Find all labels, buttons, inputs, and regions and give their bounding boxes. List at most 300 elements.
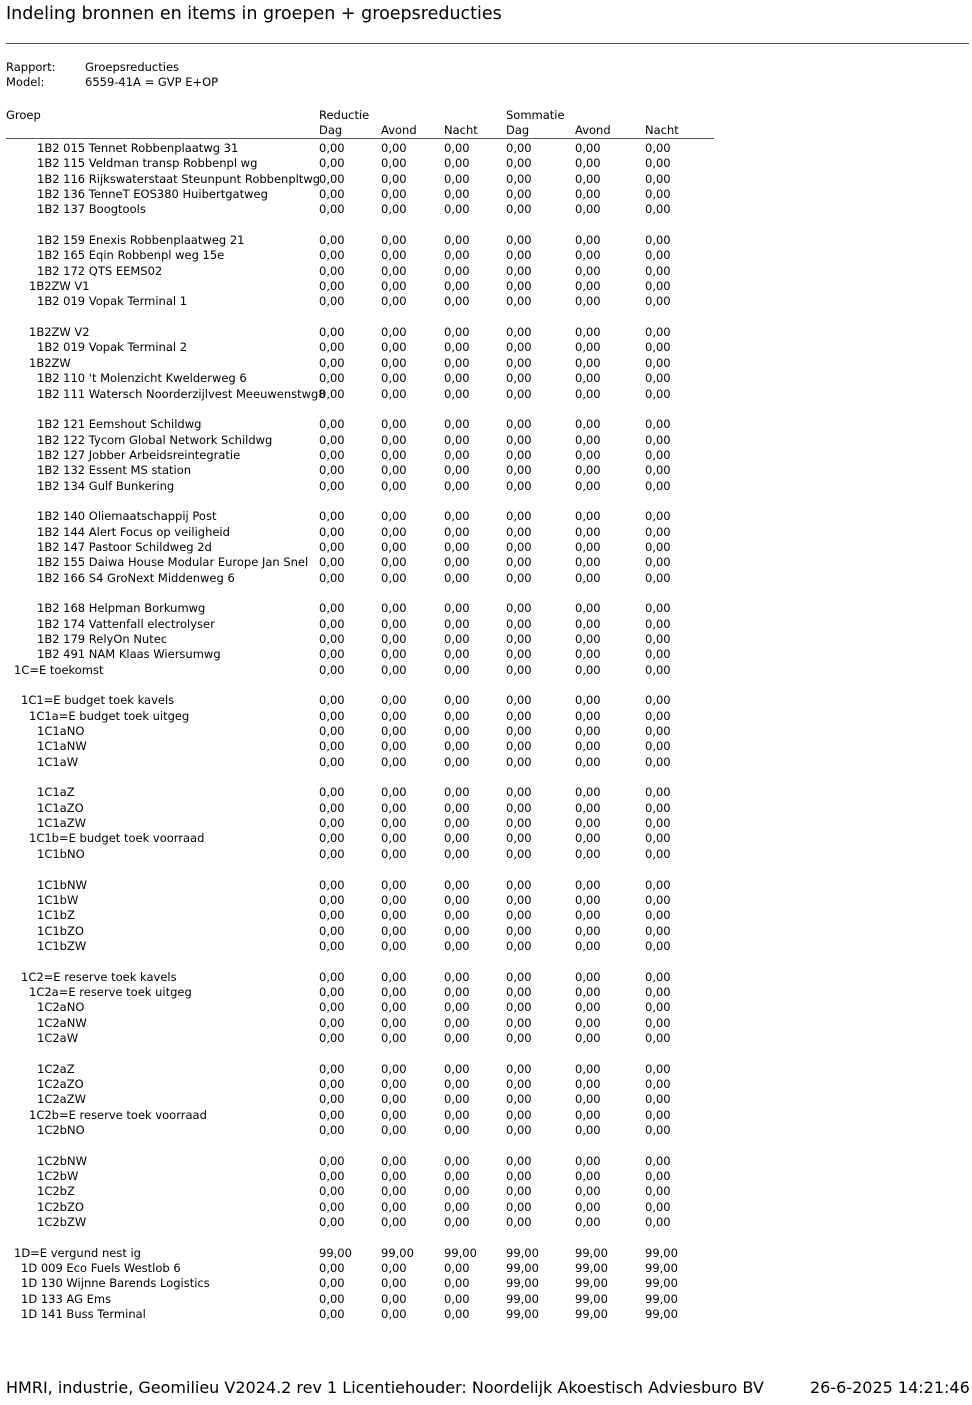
value-cell: 0,00 bbox=[575, 509, 601, 524]
value-cell: 0,00 bbox=[319, 524, 345, 539]
value-cell: 0,00 bbox=[645, 1000, 671, 1015]
group-name: 1B2 172 QTS EEMS02 bbox=[37, 263, 163, 278]
value-cell: 99,00 bbox=[645, 1261, 678, 1276]
value-cell: 0,00 bbox=[575, 754, 601, 769]
value-cell: 0,00 bbox=[575, 263, 601, 278]
table-row bbox=[0, 755, 972, 770]
blank-row bbox=[0, 954, 972, 969]
group-name: 1C2bNO bbox=[37, 1123, 85, 1137]
value-cell: 0,00 bbox=[575, 325, 601, 340]
value-cell: 0,00 bbox=[575, 1061, 601, 1076]
value-cell: 0,00 bbox=[506, 846, 532, 861]
table-row bbox=[0, 279, 972, 294]
value-cell: 0,00 bbox=[645, 1015, 671, 1030]
value-cell: 99,00 bbox=[575, 1307, 608, 1322]
value-cell: 0,00 bbox=[645, 724, 671, 739]
header-sommatie-nacht: Nacht bbox=[645, 123, 679, 137]
value-cell: 0,00 bbox=[381, 1061, 407, 1076]
value-cell: 0,00 bbox=[319, 816, 345, 831]
value-cell: 0,00 bbox=[575, 1199, 601, 1214]
group-name: 1C2bW bbox=[37, 1169, 79, 1184]
table-row bbox=[0, 1077, 972, 1092]
header-divider bbox=[6, 138, 714, 139]
value-cell: 0,00 bbox=[381, 1107, 407, 1122]
value-cell: 0,00 bbox=[575, 1169, 601, 1184]
value-cell: 0,00 bbox=[381, 509, 407, 524]
value-cell: 0,00 bbox=[506, 831, 532, 846]
group-name: 1C1bZ bbox=[37, 908, 75, 923]
table-row bbox=[0, 571, 972, 586]
group-name: 1C2b=E reserve toek voorraad bbox=[29, 1107, 207, 1122]
table-row bbox=[0, 187, 972, 202]
value-cell: 0,00 bbox=[645, 1076, 671, 1091]
value-cell: 0,00 bbox=[506, 1061, 532, 1076]
value-cell: 0,00 bbox=[645, 1169, 671, 1184]
value-cell: 0,00 bbox=[645, 693, 671, 708]
group-table bbox=[0, 141, 972, 1322]
value-cell: 0,00 bbox=[575, 693, 601, 708]
value-cell: 0,00 bbox=[444, 156, 470, 171]
value-cell: 0,00 bbox=[645, 202, 671, 217]
table-row bbox=[0, 540, 972, 555]
value-cell: 0,00 bbox=[444, 325, 470, 340]
value-cell: 0,00 bbox=[575, 447, 601, 462]
group-name: 1C1bNW bbox=[37, 877, 87, 892]
value-cell: 0,00 bbox=[444, 1199, 470, 1214]
table-row bbox=[0, 601, 972, 616]
value-cell: 0,00 bbox=[575, 340, 601, 355]
value-cell: 0,00 bbox=[506, 1092, 532, 1107]
table-row bbox=[0, 555, 972, 570]
value-cell: 0,00 bbox=[506, 325, 532, 340]
value-cell: 0,00 bbox=[381, 785, 407, 800]
value-cell: 0,00 bbox=[645, 187, 671, 202]
value-cell: 99,00 bbox=[645, 1276, 678, 1291]
value-cell: 0,00 bbox=[645, 969, 671, 984]
table-row bbox=[0, 1307, 972, 1322]
value-cell: 0,00 bbox=[645, 447, 671, 462]
value-cell: 0,00 bbox=[319, 923, 345, 938]
value-cell: 0,00 bbox=[319, 386, 345, 401]
meta-model bbox=[6, 75, 219, 89]
footer-license: HMRI, industrie, Geomilieu V2024.2 rev 1 Licentiehouder: Noordelijk Akoestisch Adviesburo BV bbox=[6, 1378, 764, 1397]
value-cell: 0,00 bbox=[319, 831, 345, 846]
value-cell: 0,00 bbox=[444, 463, 470, 478]
value-cell: 0,00 bbox=[319, 647, 345, 662]
title-divider bbox=[6, 43, 969, 44]
value-cell: 0,00 bbox=[444, 831, 470, 846]
value-cell: 0,00 bbox=[645, 555, 671, 570]
value-cell: 0,00 bbox=[645, 632, 671, 646]
value-cell: 99,00 bbox=[506, 1307, 539, 1322]
value-cell: 0,00 bbox=[444, 263, 470, 278]
value-cell: 0,00 bbox=[575, 908, 601, 923]
value-cell: 0,00 bbox=[319, 1107, 345, 1122]
value-cell: 0,00 bbox=[381, 1076, 407, 1091]
footer-timestamp: 26-6-2025 14:21:46 bbox=[810, 1378, 970, 1397]
group-name: 1D 130 Wijnne Barends Logistics bbox=[21, 1276, 210, 1291]
value-cell: 99,00 bbox=[444, 1245, 477, 1260]
value-cell: 0,00 bbox=[319, 1261, 345, 1276]
blank-row bbox=[0, 770, 972, 785]
value-cell: 0,00 bbox=[506, 693, 532, 708]
value-cell: 0,00 bbox=[381, 386, 407, 401]
value-cell: 99,00 bbox=[319, 1245, 352, 1260]
table-row bbox=[0, 340, 972, 355]
value-cell: 0,00 bbox=[381, 539, 407, 554]
value-cell: 0,00 bbox=[381, 908, 407, 923]
value-cell: 99,00 bbox=[575, 1291, 608, 1306]
value-cell: 99,00 bbox=[645, 1245, 678, 1260]
value-cell: 0,00 bbox=[506, 463, 532, 478]
value-cell: 0,00 bbox=[319, 171, 345, 186]
group-name: 1C2a=E reserve toek uitgeg bbox=[29, 984, 192, 999]
value-cell: 0,00 bbox=[506, 233, 532, 248]
table-row bbox=[0, 1276, 972, 1291]
value-cell: 0,00 bbox=[506, 340, 532, 355]
table-row bbox=[0, 1108, 972, 1123]
value-cell: 0,00 bbox=[575, 524, 601, 539]
value-cell: 0,00 bbox=[319, 1215, 345, 1230]
value-cell: 0,00 bbox=[575, 724, 601, 739]
value-cell: 0,00 bbox=[444, 616, 470, 631]
value-cell: 0,00 bbox=[319, 570, 345, 585]
header-sommatie-avond: Avond bbox=[575, 123, 611, 137]
value-cell: 0,00 bbox=[381, 279, 407, 294]
table-row bbox=[0, 1016, 972, 1031]
value-cell: 0,00 bbox=[645, 739, 671, 754]
table-row bbox=[0, 172, 972, 187]
value-cell: 0,00 bbox=[381, 417, 407, 432]
value-cell: 0,00 bbox=[575, 294, 601, 309]
table-row bbox=[0, 141, 972, 156]
value-cell: 0,00 bbox=[645, 248, 671, 263]
value-cell: 0,00 bbox=[645, 1123, 671, 1137]
value-cell: 0,00 bbox=[319, 463, 345, 478]
value-cell: 0,00 bbox=[506, 171, 532, 186]
group-name: 1C1a=E budget toek uitgeg bbox=[29, 708, 190, 723]
value-cell: 0,00 bbox=[506, 1215, 532, 1230]
value-cell: 0,00 bbox=[381, 325, 407, 340]
group-name: 1C1aZO bbox=[37, 800, 84, 815]
value-cell: 0,00 bbox=[645, 892, 671, 907]
group-name: 1B2 132 Essent MS station bbox=[37, 463, 192, 478]
group-name: 1B2 019 Vopak Terminal 2 bbox=[37, 340, 188, 355]
value-cell: 0,00 bbox=[506, 386, 532, 401]
value-cell: 0,00 bbox=[381, 601, 407, 616]
group-name: 1C2aNO bbox=[37, 1000, 85, 1015]
group-name: 1B2 127 Jobber Arbeidsreintegratie bbox=[37, 447, 241, 462]
table-row bbox=[0, 387, 972, 402]
value-cell: 0,00 bbox=[645, 1184, 671, 1199]
value-cell: 0,00 bbox=[575, 984, 601, 999]
value-cell: 0,00 bbox=[506, 938, 532, 953]
model-label: Model: bbox=[6, 75, 45, 89]
value-cell: 0,00 bbox=[444, 1015, 470, 1030]
value-cell: 0,00 bbox=[444, 1030, 470, 1045]
value-cell: 0,00 bbox=[319, 601, 345, 616]
value-cell: 0,00 bbox=[444, 555, 470, 570]
value-cell: 0,00 bbox=[381, 816, 407, 831]
value-cell: 0,00 bbox=[319, 724, 345, 739]
value-cell: 0,00 bbox=[575, 539, 601, 554]
group-name: 1B2 491 NAM Klaas Wiersumwg bbox=[37, 647, 221, 662]
value-cell: 99,00 bbox=[506, 1276, 539, 1291]
value-cell: 0,00 bbox=[506, 417, 532, 432]
table-row bbox=[0, 371, 972, 386]
value-cell: 0,00 bbox=[444, 1123, 470, 1137]
rapport-label: Rapport: bbox=[6, 60, 56, 74]
value-cell: 0,00 bbox=[444, 1000, 470, 1015]
value-cell: 0,00 bbox=[645, 800, 671, 815]
group-name: 1C2aZO bbox=[37, 1076, 84, 1091]
group-name: 1B2 174 Vattenfall electrolyser bbox=[37, 616, 215, 631]
value-cell: 0,00 bbox=[444, 800, 470, 815]
value-cell: 0,00 bbox=[444, 478, 470, 493]
value-cell: 0,00 bbox=[506, 432, 532, 447]
table-row bbox=[0, 509, 972, 524]
value-cell: 0,00 bbox=[381, 447, 407, 462]
value-cell: 0,00 bbox=[506, 1076, 532, 1091]
table-row bbox=[0, 1123, 972, 1138]
value-cell: 0,00 bbox=[575, 969, 601, 984]
value-cell: 0,00 bbox=[381, 1015, 407, 1030]
value-cell: 0,00 bbox=[645, 478, 671, 493]
value-cell: 0,00 bbox=[444, 908, 470, 923]
value-cell: 0,00 bbox=[575, 171, 601, 186]
value-cell: 0,00 bbox=[444, 539, 470, 554]
group-name: 1B2ZW V2 bbox=[29, 325, 90, 340]
value-cell: 0,00 bbox=[381, 1184, 407, 1199]
value-cell: 0,00 bbox=[444, 1107, 470, 1122]
group-name: 1C1aZ bbox=[37, 785, 75, 800]
value-cell: 0,00 bbox=[645, 539, 671, 554]
value-cell: 0,00 bbox=[319, 432, 345, 447]
value-cell: 0,00 bbox=[381, 371, 407, 386]
value-cell: 0,00 bbox=[381, 340, 407, 355]
value-cell: 0,00 bbox=[381, 432, 407, 447]
value-cell: 0,00 bbox=[444, 171, 470, 186]
value-cell: 0,00 bbox=[506, 1184, 532, 1199]
value-cell: 0,00 bbox=[319, 693, 345, 708]
value-cell: 0,00 bbox=[575, 1184, 601, 1199]
value-cell: 0,00 bbox=[575, 555, 601, 570]
value-cell: 0,00 bbox=[645, 923, 671, 938]
group-name: 1C1bZW bbox=[37, 938, 87, 953]
value-cell: 0,00 bbox=[506, 923, 532, 938]
table-row bbox=[0, 248, 972, 263]
value-cell: 0,00 bbox=[319, 662, 345, 677]
value-cell: 0,00 bbox=[575, 831, 601, 846]
value-cell: 0,00 bbox=[645, 1030, 671, 1045]
value-cell: 0,00 bbox=[506, 785, 532, 800]
value-cell: 0,00 bbox=[319, 1076, 345, 1091]
value-cell: 0,00 bbox=[319, 984, 345, 999]
value-cell: 0,00 bbox=[506, 509, 532, 524]
value-cell: 0,00 bbox=[645, 1061, 671, 1076]
value-cell: 0,00 bbox=[319, 1030, 345, 1045]
value-cell: 0,00 bbox=[444, 877, 470, 892]
value-cell: 0,00 bbox=[645, 1153, 671, 1168]
table-row bbox=[0, 739, 972, 754]
value-cell: 0,00 bbox=[575, 938, 601, 953]
value-cell: 0,00 bbox=[506, 708, 532, 723]
value-cell: 0,00 bbox=[319, 478, 345, 493]
value-cell: 0,00 bbox=[381, 1215, 407, 1230]
value-cell: 0,00 bbox=[575, 355, 601, 370]
table-row bbox=[0, 1000, 972, 1015]
value-cell: 0,00 bbox=[575, 478, 601, 493]
value-cell: 99,00 bbox=[506, 1291, 539, 1306]
value-cell: 0,00 bbox=[506, 877, 532, 892]
rapport-value: Groepsreducties bbox=[85, 60, 180, 74]
value-cell: 0,00 bbox=[319, 785, 345, 800]
value-cell: 0,00 bbox=[506, 662, 532, 677]
value-cell: 0,00 bbox=[575, 647, 601, 662]
value-cell: 0,00 bbox=[506, 754, 532, 769]
blank-row bbox=[0, 1230, 972, 1245]
table-row bbox=[0, 1062, 972, 1077]
value-cell: 0,00 bbox=[575, 233, 601, 248]
value-cell: 0,00 bbox=[575, 846, 601, 861]
table-row bbox=[0, 448, 972, 463]
group-name: 1B2ZW bbox=[29, 355, 71, 370]
value-cell: 0,00 bbox=[444, 1307, 470, 1322]
group-name: 1B2 168 Helpman Borkumwg bbox=[37, 601, 206, 616]
value-cell: 0,00 bbox=[575, 202, 601, 217]
value-cell: 0,00 bbox=[506, 816, 532, 831]
value-cell: 0,00 bbox=[506, 447, 532, 462]
value-cell: 0,00 bbox=[381, 892, 407, 907]
value-cell: 0,00 bbox=[645, 386, 671, 401]
table-row bbox=[0, 433, 972, 448]
value-cell: 0,00 bbox=[645, 1107, 671, 1122]
value-cell: 0,00 bbox=[381, 1199, 407, 1214]
value-cell: 0,00 bbox=[381, 355, 407, 370]
group-name: 1B2ZW V1 bbox=[29, 279, 90, 294]
table-row bbox=[0, 801, 972, 816]
value-cell: 99,00 bbox=[645, 1307, 678, 1322]
value-cell: 0,00 bbox=[319, 1184, 345, 1199]
value-cell: 0,00 bbox=[319, 417, 345, 432]
table-row bbox=[0, 847, 972, 862]
value-cell: 0,00 bbox=[444, 187, 470, 202]
value-cell: 0,00 bbox=[506, 187, 532, 202]
table-row bbox=[0, 632, 972, 647]
value-cell: 0,00 bbox=[444, 509, 470, 524]
group-name: 1B2 015 Tennet Robbenplaatwg 31 bbox=[37, 141, 239, 155]
group-name: 1C1bW bbox=[37, 892, 79, 907]
table-row bbox=[0, 617, 972, 632]
header-reductie-dag: Dag bbox=[319, 123, 343, 137]
table-row bbox=[0, 816, 972, 831]
value-cell: 0,00 bbox=[575, 708, 601, 723]
value-cell: 0,00 bbox=[381, 187, 407, 202]
value-cell: 0,00 bbox=[645, 279, 671, 294]
group-name: 1C2aZW bbox=[37, 1092, 86, 1107]
table-row bbox=[0, 233, 972, 248]
value-cell: 0,00 bbox=[319, 892, 345, 907]
value-cell: 0,00 bbox=[645, 325, 671, 340]
value-cell: 0,00 bbox=[506, 294, 532, 309]
value-cell: 0,00 bbox=[319, 1291, 345, 1306]
value-cell: 0,00 bbox=[444, 355, 470, 370]
value-cell: 0,00 bbox=[319, 754, 345, 769]
value-cell: 0,00 bbox=[645, 1199, 671, 1214]
value-cell: 0,00 bbox=[319, 340, 345, 355]
group-name: 1D 009 Eco Fuels Westlob 6 bbox=[21, 1261, 181, 1276]
value-cell: 0,00 bbox=[319, 1000, 345, 1015]
value-cell: 0,00 bbox=[444, 1153, 470, 1168]
value-cell: 0,00 bbox=[575, 662, 601, 677]
value-cell: 0,00 bbox=[645, 141, 671, 155]
blank-row bbox=[0, 494, 972, 509]
value-cell: 0,00 bbox=[319, 325, 345, 340]
value-cell: 0,00 bbox=[645, 938, 671, 953]
value-cell: 0,00 bbox=[645, 647, 671, 662]
value-cell: 0,00 bbox=[645, 463, 671, 478]
value-cell: 0,00 bbox=[645, 662, 671, 677]
value-cell: 0,00 bbox=[506, 1000, 532, 1015]
table-row bbox=[0, 1154, 972, 1169]
value-cell: 0,00 bbox=[506, 724, 532, 739]
value-cell: 0,00 bbox=[319, 616, 345, 631]
value-cell: 0,00 bbox=[645, 754, 671, 769]
value-cell: 0,00 bbox=[381, 463, 407, 478]
group-name: 1C1bZO bbox=[37, 923, 84, 938]
blank-row bbox=[0, 218, 972, 233]
value-cell: 0,00 bbox=[444, 892, 470, 907]
group-name: 1C2bZ bbox=[37, 1184, 75, 1199]
value-cell: 0,00 bbox=[506, 355, 532, 370]
value-cell: 0,00 bbox=[381, 1092, 407, 1107]
table-row bbox=[0, 325, 972, 340]
value-cell: 0,00 bbox=[575, 432, 601, 447]
value-cell: 0,00 bbox=[444, 248, 470, 263]
value-cell: 0,00 bbox=[381, 294, 407, 309]
value-cell: 0,00 bbox=[575, 386, 601, 401]
value-cell: 0,00 bbox=[575, 632, 601, 646]
table-row bbox=[0, 1215, 972, 1230]
value-cell: 0,00 bbox=[575, 187, 601, 202]
value-cell: 0,00 bbox=[444, 846, 470, 861]
value-cell: 0,00 bbox=[319, 248, 345, 263]
value-cell: 0,00 bbox=[575, 616, 601, 631]
value-cell: 0,00 bbox=[645, 263, 671, 278]
value-cell: 0,00 bbox=[319, 156, 345, 171]
header-reductie: Reductie bbox=[319, 108, 370, 122]
value-cell: 0,00 bbox=[381, 1261, 407, 1276]
blank-row bbox=[0, 310, 972, 325]
group-name: 1B2 159 Enexis Robbenplaatweg 21 bbox=[37, 233, 245, 248]
table-row bbox=[0, 1031, 972, 1046]
table-row bbox=[0, 709, 972, 724]
group-name: 1B2 110 't Molenzicht Kwelderweg 6 bbox=[37, 371, 247, 386]
value-cell: 0,00 bbox=[575, 601, 601, 616]
value-cell: 0,00 bbox=[381, 233, 407, 248]
value-cell: 0,00 bbox=[645, 417, 671, 432]
group-name: 1C2aW bbox=[37, 1030, 79, 1045]
value-cell: 0,00 bbox=[645, 432, 671, 447]
value-cell: 0,00 bbox=[575, 1153, 601, 1168]
value-cell: 0,00 bbox=[319, 233, 345, 248]
value-cell: 0,00 bbox=[444, 923, 470, 938]
value-cell: 99,00 bbox=[506, 1261, 539, 1276]
value-cell: 0,00 bbox=[444, 938, 470, 953]
value-cell: 0,00 bbox=[444, 233, 470, 248]
value-cell: 0,00 bbox=[444, 601, 470, 616]
group-name: 1C1b=E budget toek voorraad bbox=[29, 831, 205, 846]
